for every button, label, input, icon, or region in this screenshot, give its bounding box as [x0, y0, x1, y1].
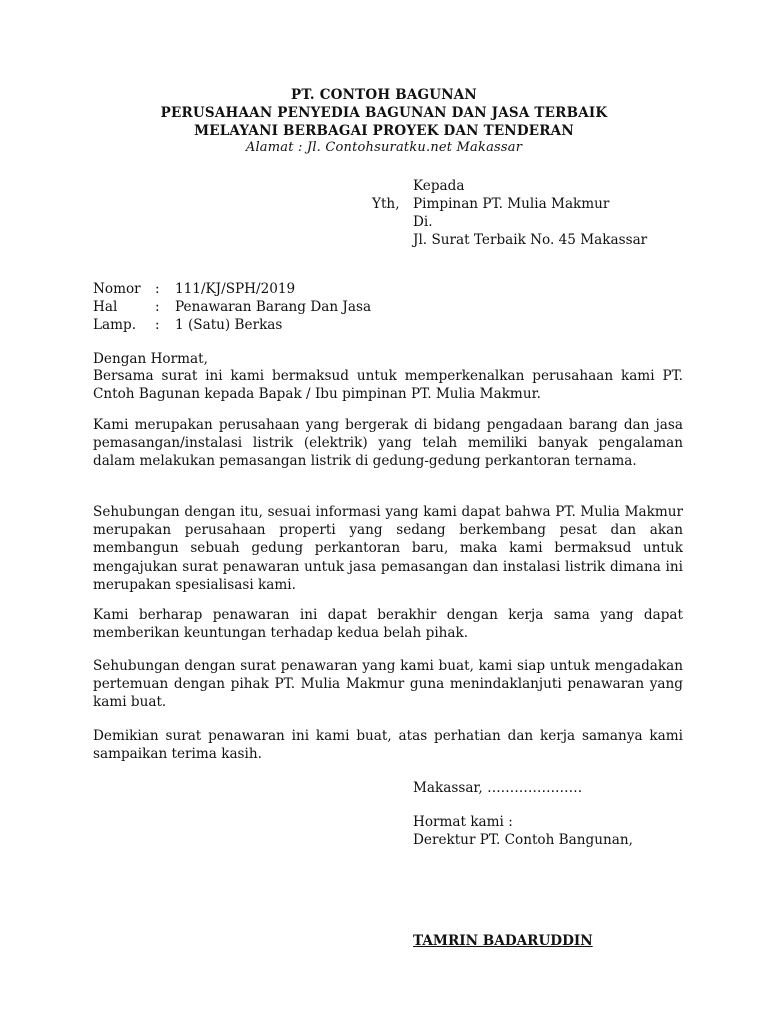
meta-value: 111/KJ/SPH/2019 — [175, 281, 296, 297]
meta-colon: : — [155, 299, 160, 315]
place-date: Makassar, ………………… — [413, 780, 583, 796]
company-name: PT. CONTOH BAGUNAN — [291, 87, 477, 103]
meta-key: Lamp. — [93, 317, 137, 333]
recipient-address: Jl. Surat Terbaik No. 45 Makassar — [413, 232, 648, 248]
body-paragraph-1: Bersama surat ini kami bermaksud untuk memperkenalkan perusahaan kami PT. Cntoh Bagunan kepada Bapak / Ibu pimpinan PT. Mulia Makmur. — [93, 368, 683, 403]
meta-key: Hal — [93, 299, 118, 315]
recipient-kepada: Kepada — [413, 178, 465, 194]
body-paragraph-2: Kami merupakan perusahaan yang bergerak di bidang pengadaan barang dan jasa pemasangan/instalasi listrik (elektrik) yang telah memiliki banyak pengalaman dalam melakukan pemasangan listrik di gedung-gedung perkantoran ternama. — [93, 417, 683, 470]
meta-key: Nomor — [93, 281, 141, 297]
signer-position: Derektur PT. Contoh Bangunan, — [413, 832, 633, 848]
recipient-name: Pimpinan PT. Mulia Makmur — [413, 196, 610, 212]
salutation: Dengan Hormat, — [93, 351, 208, 367]
company-tagline-1: PERUSAHAAN PENYEDIA BAGUNAN DAN JASA TERBAIK — [160, 105, 608, 121]
meta-value: Penawaran Barang Dan Jasa — [175, 299, 372, 315]
company-tagline-2: MELAYANI BERBAGAI PROYEK DAN TENDERAN — [194, 123, 574, 139]
meta-colon: : — [155, 317, 160, 333]
meta-colon: : — [155, 281, 160, 297]
body-paragraph-6: Demikian surat penawaran ini kami buat, atas perhatian dan kerja samanya kami sampaikan terima kasih. — [93, 728, 683, 763]
company-address: Alamat : Jl. Contohsuratku.net Makassar — [245, 140, 523, 155]
signer-name: TAMRIN BADARUDDIN — [413, 933, 593, 949]
closing-regards: Hormat kami : — [413, 814, 513, 830]
body-paragraph-4: Kami berharap penawaran ini dapat berakhir dengan kerja sama yang dapat memberikan keuntungan terhadap kedua belah pihak. — [93, 607, 683, 642]
recipient-yth: Yth, — [372, 196, 400, 212]
body-paragraph-3: Sehubungan dengan itu, sesuai informasi yang kami dapat bahwa PT. Mulia Makmur merupakan perusahaan properti yang sedang berkembang pesat dan akan membangun sebuah gedung perkantoran baru, maka kami bermaksud untuk mengajukan surat penawaran untuk jasa pemasangan dan instalasi listrik dimana ini merupakan spesialisasi kami. — [93, 504, 683, 593]
recipient-di: Di. — [413, 214, 433, 230]
meta-value: 1 (Satu) Berkas — [175, 317, 283, 333]
body-paragraph-5: Sehubungan dengan surat penawaran yang kami buat, kami siap untuk mengadakan pertemuan dengan pihak PT. Mulia Makmur guna menindaklanjuti penawaran yang kami buat. — [93, 658, 683, 711]
